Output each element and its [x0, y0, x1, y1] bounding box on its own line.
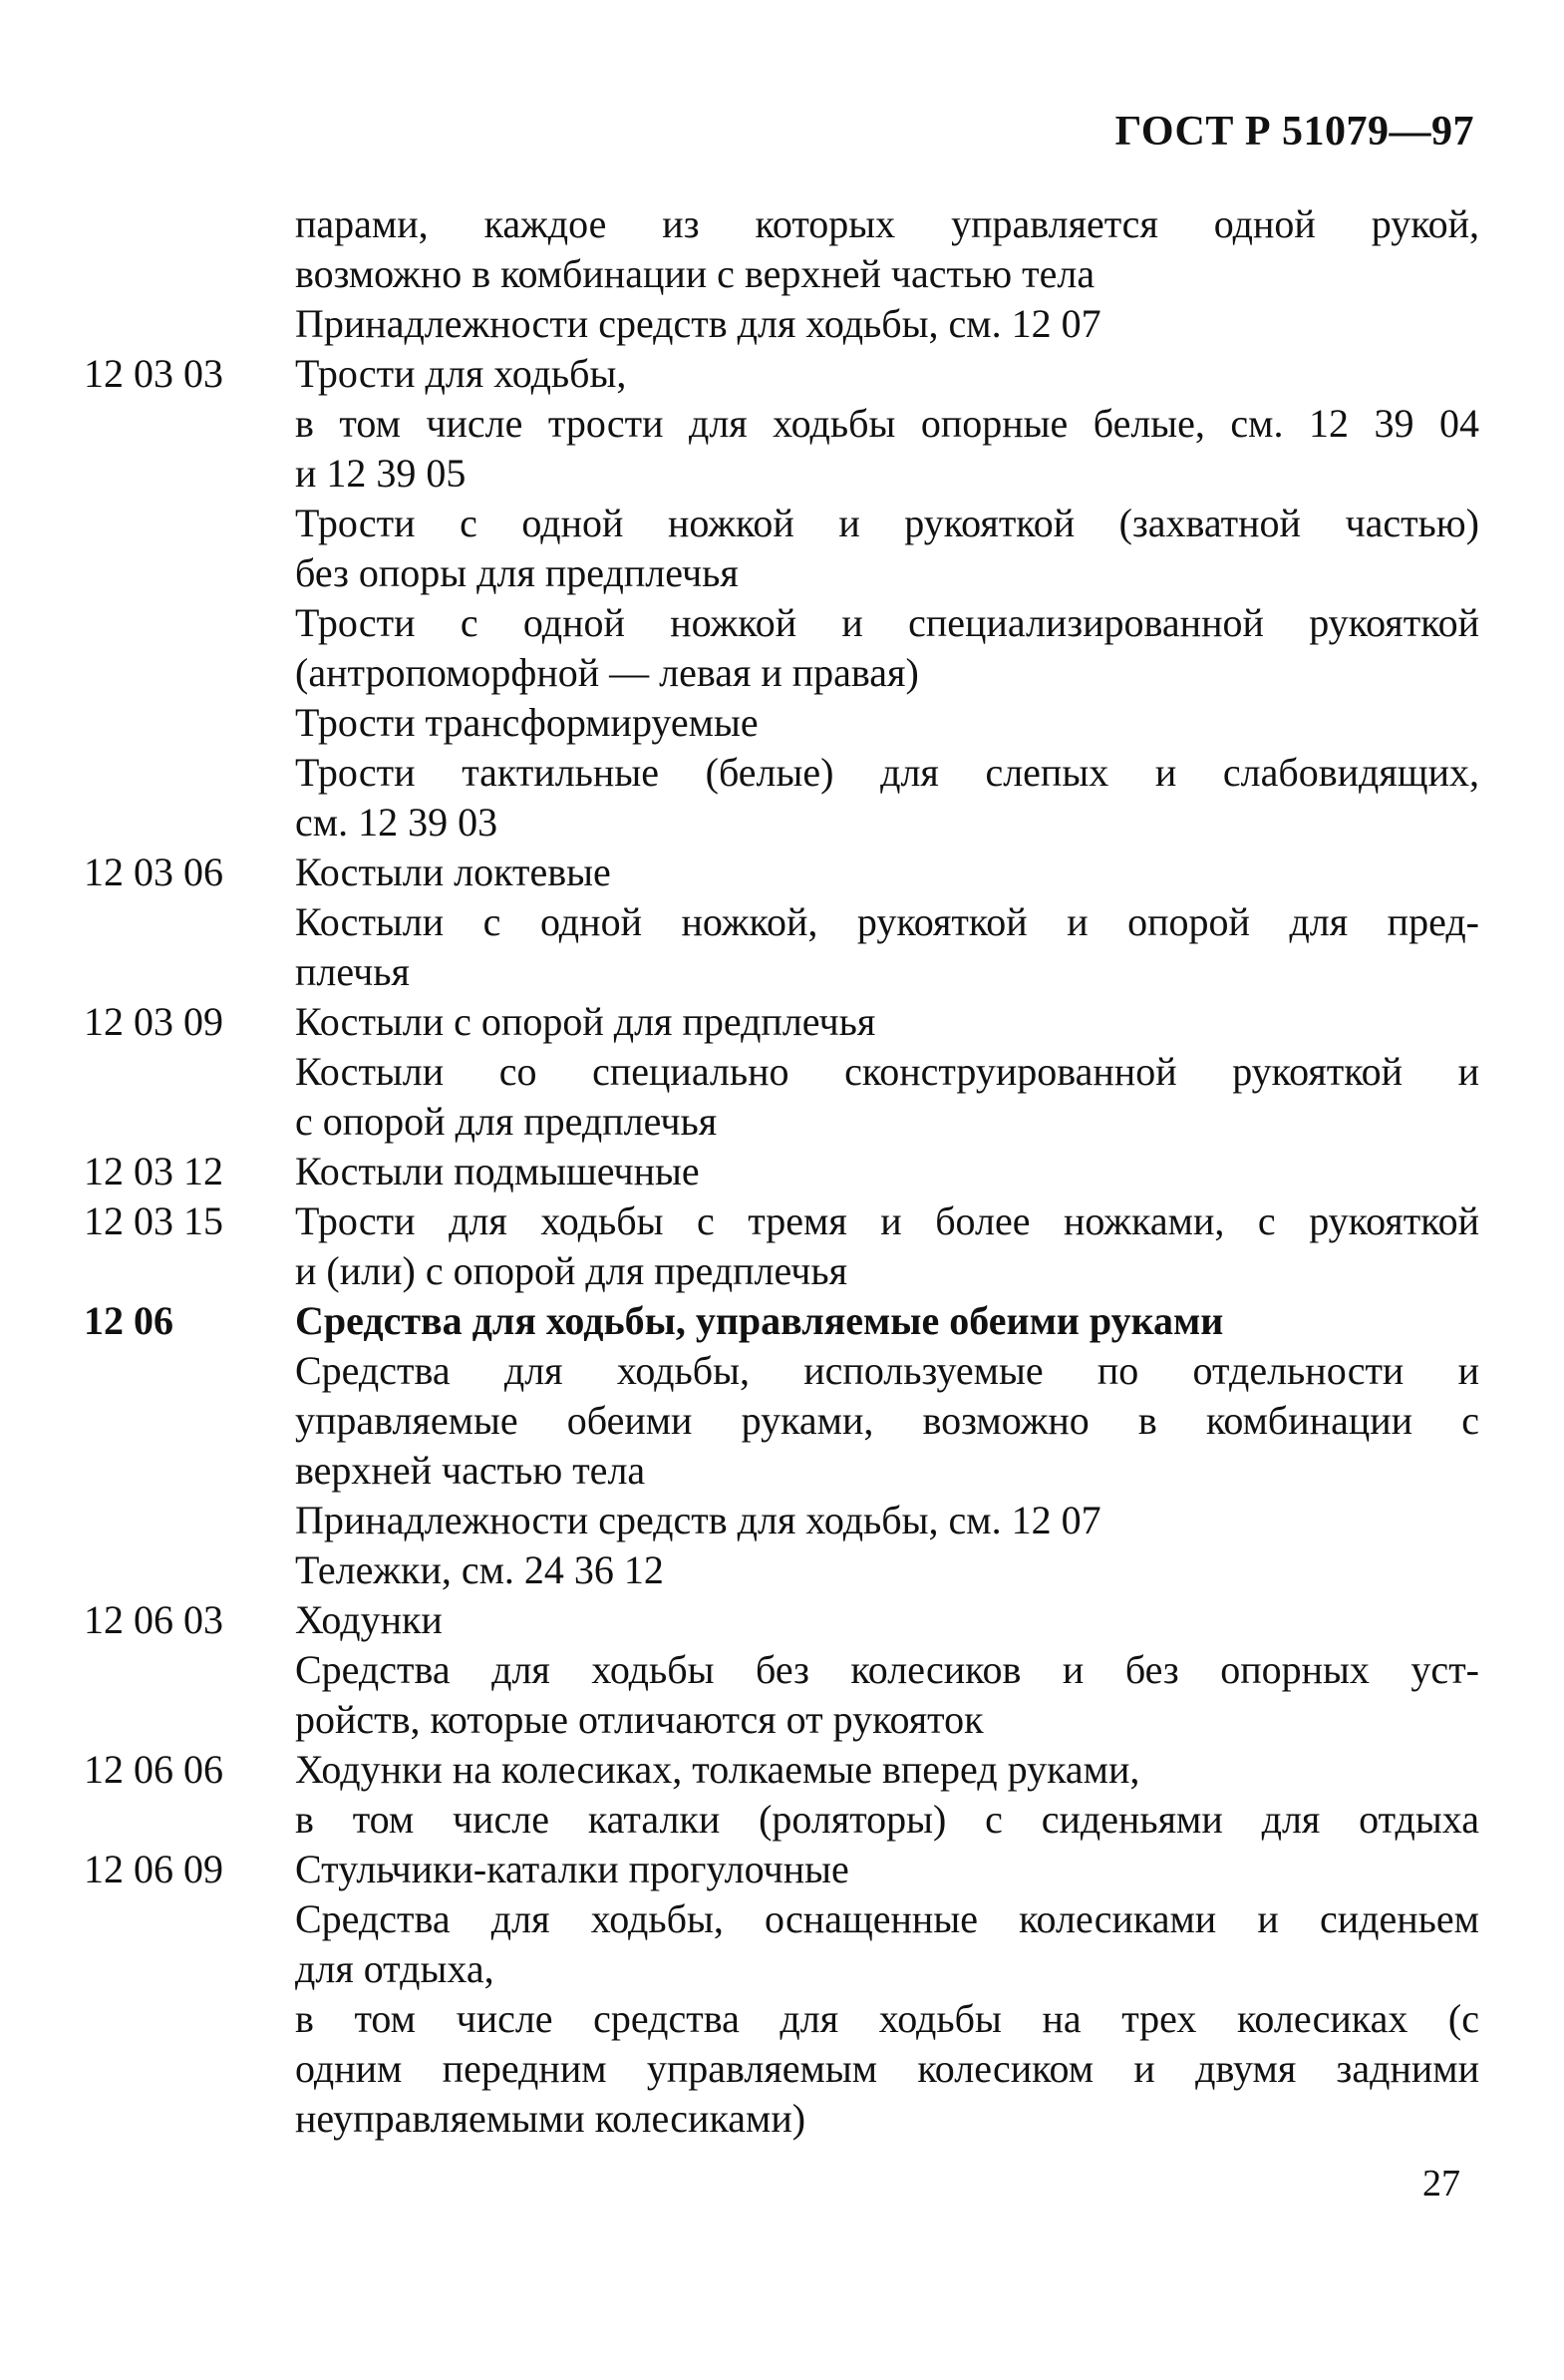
description-line: Трости с одной ножкой и специализированной рукояткой: [295, 600, 1479, 645]
entry-description: [295, 1346, 1479, 1595]
description-line: Ходунки на колесиках, толкаемые вперед руками,: [295, 1747, 1140, 1792]
description-line: возможно в комбинации с верхней частью тела: [295, 251, 1095, 296]
entry-description: [295, 848, 1479, 997]
description-line: Средства для ходьбы, оснащенные колесиками и сиденьем: [295, 1896, 1479, 1941]
entry-description: [295, 997, 1479, 1147]
description-line: Средства для ходьбы без колесиков и без опорных уст-: [295, 1647, 1479, 1692]
description-line: без опоры для предплечья: [295, 550, 739, 595]
description-line: Костыли со специально сконструированной рукояткой и: [295, 1049, 1479, 1094]
entry-description: [295, 1147, 1479, 1196]
classification-code: 12 03 12: [84, 1149, 223, 1193]
section-heading-entry: [84, 1296, 1479, 1346]
description-line: Принадлежности средств для ходьбы, см. 12 07: [295, 1498, 1101, 1542]
description-line: в том числе средства для ходьбы на трех колесиках (с: [295, 1996, 1479, 2041]
classification-entry: [84, 1147, 1479, 1196]
description-line: неуправляемыми колесиками): [295, 2096, 806, 2141]
classification-code: [84, 1346, 295, 1595]
description-line: в том числе каталки (роляторы) с сиденьями для отдыха: [295, 1797, 1479, 1842]
description-line: Средства для ходьбы, используемые по отдельности и: [295, 1348, 1479, 1393]
classification-entry: [84, 848, 1479, 997]
description-line: Трости трансформируемые: [295, 700, 759, 745]
description-line: см. 12 39 03: [295, 800, 498, 845]
description-line: Костыли подмышечные: [295, 1149, 700, 1193]
description-line: и 12 39 05: [295, 451, 467, 496]
classification-entry: [84, 997, 1479, 1147]
entry-description: [295, 1845, 1479, 2144]
entry-description: [295, 349, 1479, 848]
classification-entry: [84, 1595, 1479, 1745]
description-line: Принадлежности средств для ходьбы, см. 12 07: [295, 301, 1101, 346]
classification-code: 12 03 06: [84, 850, 223, 894]
classification-code: 12 06: [84, 1298, 173, 1343]
description-line: (антропоморфной — левая и правая): [295, 650, 919, 695]
classification-entry: [84, 349, 1479, 848]
classification-code: 12 06 09: [84, 1847, 223, 1891]
document-header: ГОСТ Р 51079—97: [1114, 109, 1474, 155]
classification-code: 12 03 09: [84, 999, 223, 1044]
classification-entry: [84, 1196, 1479, 1296]
page-number: 27: [1422, 2163, 1460, 2205]
classification-code: [84, 199, 295, 349]
description-line: Костыли с опорой для предплечья: [295, 999, 876, 1044]
entry-description: [295, 1595, 1479, 1745]
description-line: верхней частью тела: [295, 1448, 646, 1493]
description-line: Трости для ходьбы,: [295, 351, 627, 396]
entry-description: [295, 1196, 1479, 1296]
description-line: Трости для ходьбы с тремя и более ножками, с рукояткой: [295, 1198, 1479, 1243]
classification-entry: [84, 199, 1479, 349]
entry-description: [295, 1745, 1479, 1845]
description-line: Тележки, см. 24 36 12: [295, 1547, 664, 1592]
description-line: Костыли с одной ножкой, рукояткой и опорой для пред-: [295, 899, 1479, 944]
description-line: парами, каждое из которых управляется одной рукой,: [295, 201, 1479, 246]
description-line: ройств, которые отличаются от рукояток: [295, 1697, 984, 1742]
description-line: Ходунки: [295, 1597, 443, 1642]
classification-code: 12 03 15: [84, 1198, 223, 1243]
classification-code: 12 06 06: [84, 1747, 223, 1792]
classification-code: 12 03 03: [84, 351, 223, 396]
description-line: Костыли локтевые: [295, 850, 611, 894]
description-line: одним передним управляемым колесиком и двумя задними: [295, 2046, 1479, 2091]
description-line: и (или) с опорой для предплечья: [295, 1248, 847, 1293]
description-line: для отдыха,: [295, 1946, 494, 1991]
description-line: Трости тактильные (белые) для слепых и слабовидящих,: [295, 750, 1479, 795]
description-line: Трости с одной ножкой и рукояткой (захватной частью): [295, 501, 1479, 545]
classification-entry: [84, 1845, 1479, 2144]
entry-description: [295, 199, 1479, 349]
classification-entry: [84, 1745, 1479, 1845]
description-line: Средства для ходьбы, управляемые обеими руками: [295, 1298, 1224, 1343]
description-line: плечья: [295, 949, 410, 994]
description-line: Стульчики-каталки прогулочные: [295, 1847, 849, 1891]
classification-list: [84, 199, 1479, 2144]
description-line: в том числе трости для ходьбы опорные белые, см. 12 39 04: [295, 401, 1479, 446]
description-line: с опорой для предплечья: [295, 1099, 718, 1144]
classification-code: 12 06 03: [84, 1597, 223, 1642]
description-line: управляемые обеими руками, возможно в комбинации с: [295, 1398, 1479, 1443]
entry-description: [295, 1296, 1479, 1346]
classification-entry: [84, 1346, 1479, 1595]
